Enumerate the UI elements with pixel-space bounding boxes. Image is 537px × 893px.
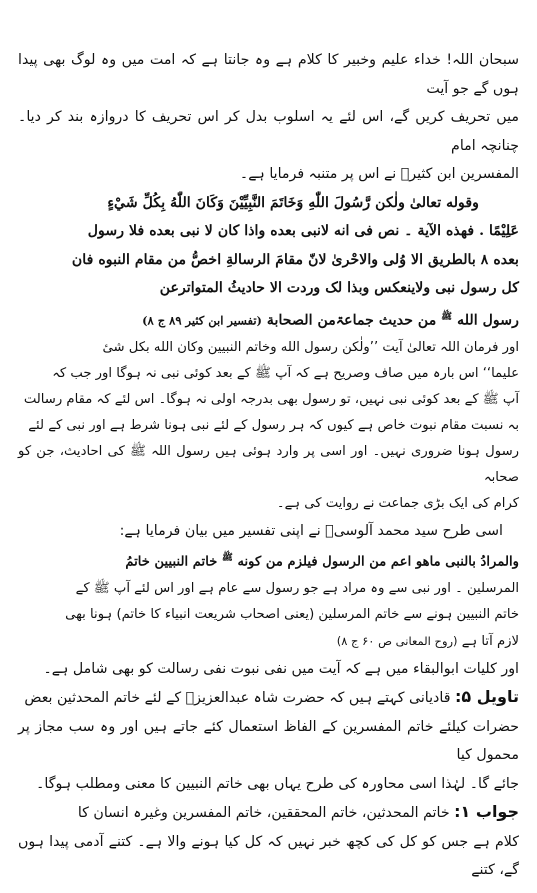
reference: (تفسیر ابن کثیر ۸۹ ج ۸)	[142, 313, 262, 328]
paragraph-intro	[18, 46, 519, 189]
text-line	[18, 683, 519, 713]
arabic-segment: خاتم النبيين خاتمُ	[125, 554, 218, 570]
text-segment: قادیانی کہتے ہیں کہ حضرت شاہ عبدالعزیزؒ کے لئے خاتم المحدثین بعض	[24, 690, 451, 707]
text-line: علیما‘‘ اس بارہ میں صاف وصریح ہے کہ آپ ﷺ کے بعد کوئی نبی نہ ہوگا اور جب کہ	[52, 365, 519, 381]
arabic-line: عَلِيْمًا . فهذه الآية ۔ نص فی انه لانبی بعده واذا کان لا نبی بعده فلا رسول	[87, 223, 519, 239]
text-line: بہ نسبت مقام نبوت خاص ہے کیوں کہ ہر رسول کے لئے نبی ہونا شرط ہے اور نبی کے لئے	[28, 417, 519, 433]
text-line: میں تحریف کریں گے، اس لئے یہ اسلوب بدل کر اس تحریف کا دروازہ بند کر دیا۔ چنانچہ امام	[18, 109, 519, 154]
paragraph-kulliyat	[18, 655, 519, 684]
arabic-segment: من حدیث جماعۃمن الصحابة	[266, 312, 437, 329]
paragraph-translation	[18, 335, 519, 517]
arabic-line: کل رسول نبی ولاینعکس وبذا لک وردت الا حادیثُ المتواترعن	[159, 280, 519, 296]
section-heading: تاویل ۵:	[455, 687, 519, 707]
text-line: اسی طرح سید محمد آلوسیؒ نے اپنی تفسیر میں بیان فرمایا ہے:	[119, 522, 503, 539]
arabic-quote-ibn-kathir	[18, 189, 519, 335]
arabic-line	[18, 545, 519, 575]
text-segment: لازم آتا ہے	[461, 633, 519, 649]
salawat-symbol: ﷺ	[441, 311, 453, 322]
arabic-segment: والمرادُ بالنبی ماهو اعم من الرسول فیلزم من کونه	[237, 554, 519, 570]
arabic-line	[18, 303, 519, 335]
section-heading: جواب ۱:	[454, 802, 519, 822]
text-line: اور فرمان اللہ تعالیٰ آیت ’’ولٰکن رسول الله وخاتم النبيين وکان الله بکل شیٔ	[102, 339, 519, 355]
arabic-line: بعده ۸ بالطریق الا وُلی والاحْریٰ لانّ مقامَ الرسالةِ اخصُّ من مقام النبوه فان	[71, 251, 519, 268]
paragraph-answer-1	[18, 798, 519, 885]
text-line: اور کلیات ابوالبقاء میں ہے کہ آیت میں نفی نبوت نفی رسالت کو بھی شامل ہے۔	[43, 660, 519, 677]
text-line: خاتم النبیین ہونے سے خاتم المرسلین (یعنی اصحاب شریعت انبیاء کا خاتم) ہونا بھی	[65, 606, 519, 622]
text-line: کرام کی ایک بڑی جماعت نے روایت کی ہے۔	[276, 495, 519, 511]
paragraph-tawil-5	[18, 683, 519, 798]
salawat-symbol: ﷺ	[221, 553, 233, 564]
arabic-line: وقوله تعالیٰ ولٰکن رَّسُولَ اللّٰهِ وَخَاتَمَ النَّبِيِّيْنَ وَكَانَ اللّٰهُ بِكُلِّ شَيْءٍ	[107, 194, 479, 211]
text-line: المرسلین ۔ اور نبی سے وہ مراد ہے جو رسول سے عام ہے اور اس لئے آپ ﷺ کے	[75, 580, 519, 596]
text-line: رسول ہونا ضروری نہیں۔ اور اسی پر وارد ہوئی ہیں رسول اللہ ﷺ کی احادیث، جن کو صحابہ	[18, 443, 519, 485]
text-line	[18, 628, 519, 655]
text-segment: خاتم المحدثین، خاتم المحققین، خاتم المفسرین وغیرہ انسان کا	[77, 805, 450, 822]
paragraph-alusi	[18, 517, 519, 655]
text-line: المفسرین ابن کثیرؒ نے اس پر متنبہ فرمایا ہے۔	[239, 166, 519, 182]
text-line: آپ ﷺ کے بعد کوئی نبی نہیں، تو رسول بھی بدرجہ اولی نہ ہوگا۔ اس لئے کہ مقام رسالت	[23, 391, 519, 407]
text-line: حضرات کیلئے خاتم المفسرین کے الفاظ استعمال کئے جاتے ہیں اور وہ سب مجاز پر محمول کیا	[18, 718, 519, 764]
text-line	[18, 798, 519, 828]
text-line: سبحان اللہ! خداء علیم وخبیر کا کلام ہے وہ جانتا ہے کہ امت میں وہ لوگ بھی پیدا ہوں گے جو آیت	[18, 52, 519, 97]
text-line: جائے گا۔ لہٰذا اسی محاورہ کی طرح یہاں بھی خاتم النبیین کا معنی ومطلب ہوگا۔	[36, 775, 519, 792]
arabic-segment: رسول الله	[457, 312, 519, 329]
text-line: کلام ہے جس کو کل کی کچھ خبر نہیں کہ کل کیا ہونے والا ہے۔ کتنے آدمی پیدا ہوں گے، کتنے	[18, 833, 519, 879]
reference: (روح المعانی ص ۶۰ ج ۸)	[336, 633, 458, 648]
